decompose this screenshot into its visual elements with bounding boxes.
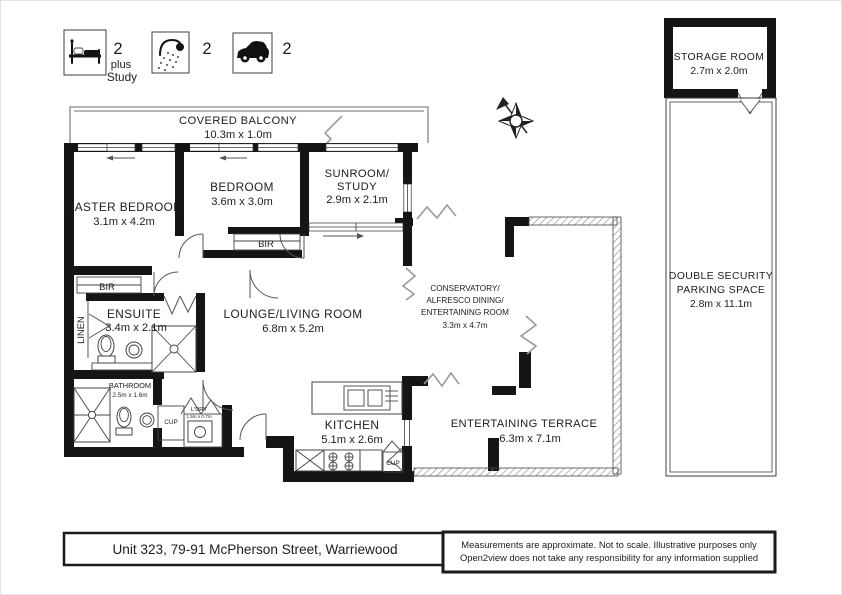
master-bedroom-dims: 3.1m x 4.2m <box>93 216 155 228</box>
master-bedroom-label: MASTER BEDROOM <box>64 200 184 214</box>
bir-master-label: BIR <box>99 281 115 292</box>
laundry-dims: 1.5m x 0.7m <box>186 414 212 419</box>
conservatory-label-1: CONSERVATORY/ <box>430 284 500 293</box>
balcony-dims: 10.3m x 1.0m <box>204 129 272 141</box>
conservatory-label-2: ALFRESCO DINING/ <box>426 296 504 305</box>
ensuite-label: ENSUITE <box>107 307 161 321</box>
shower-count: 2 <box>202 40 212 58</box>
bed-note-study: Study <box>106 70 138 84</box>
terrace-dims: 6.3m x 7.1m <box>499 433 561 445</box>
bathroom-label: BATHROOM <box>108 381 152 390</box>
disclaimer-line-1: Measurements are approximate. Not to scale. Illustrative purposes only <box>461 539 757 550</box>
sunroom-dims: 2.9m x 2.1m <box>326 194 388 206</box>
wall-bedroom-sunroom-divider <box>300 150 309 236</box>
lounge-dims: 6.8m x 5.2m <box>262 323 324 335</box>
parking-dims: 2.8m x 11.1m <box>689 299 753 310</box>
conservatory-label-3: ENTERTAINING ROOM <box>421 308 509 317</box>
bedroom-dims: 3.6m x 3.0m <box>211 196 273 208</box>
parking-label-2: PARKING SPACE <box>676 285 766 296</box>
kitchen-dims: 5.1m x 2.6m <box>321 434 383 446</box>
cup-hall-label: CUP <box>164 419 178 426</box>
linen-label: LINEN <box>75 316 86 344</box>
wall-master-bedroom-divider <box>175 150 184 236</box>
bathroom-dims: 2.5m x 1.6m <box>112 392 148 399</box>
conservatory-dims: 3.3m x 4.7m <box>442 321 488 330</box>
bir-bedroom-label: BIR <box>258 238 274 249</box>
cup-kitchen-label: CUP <box>386 460 400 467</box>
laundry-label: L'DRY <box>191 407 207 413</box>
kitchen-label: KITCHEN <box>324 418 380 432</box>
car-count: 2 <box>282 40 292 58</box>
storage-label: STORAGE ROOM <box>673 52 765 63</box>
bed-count: 2 <box>113 40 123 58</box>
storage-dims: 2.7m x 2.0m <box>690 66 748 77</box>
terrace-label: ENTERTAINING TERRACE <box>450 418 598 430</box>
parking-label-1: DOUBLE SECURITY <box>668 271 774 282</box>
ensuite-dims: 3.4m x 2.1m <box>105 322 167 334</box>
address-text: Unit 323, 79-91 McPherson Street, Warriewood <box>112 542 398 557</box>
sunroom-label-1: SUNROOM/ <box>324 168 390 180</box>
disclaimer-line-2: Open2view does not take any responsibility for any information supplied <box>459 552 759 563</box>
sunroom-label-2: STUDY <box>337 181 377 193</box>
lounge-label: LOUNGE/LIVING ROOM <box>223 307 363 321</box>
terrace-pillar <box>488 438 499 471</box>
bed-note-plus: plus <box>110 59 132 71</box>
footer <box>64 532 775 572</box>
balcony-label: COVERED BALCONY <box>179 115 297 127</box>
bedroom-label: BEDROOM <box>210 180 274 194</box>
